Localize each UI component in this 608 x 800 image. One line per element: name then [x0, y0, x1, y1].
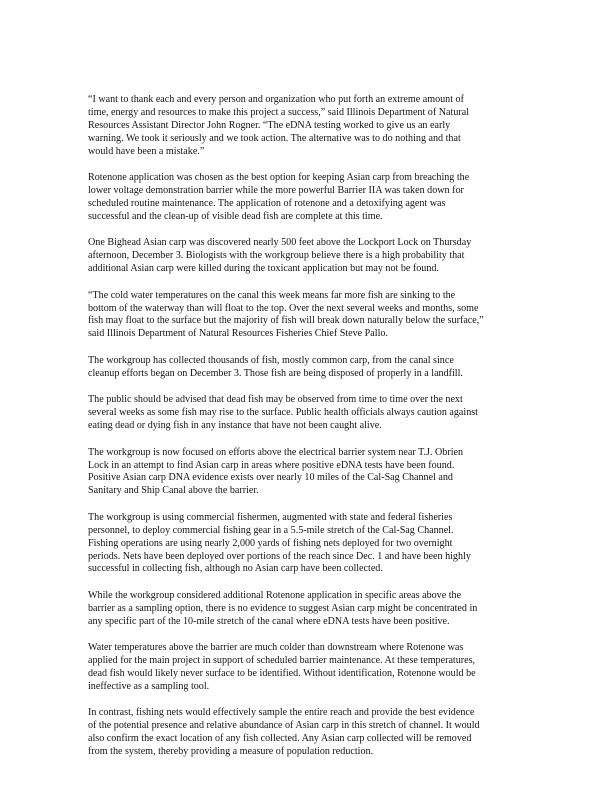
text-line: scheduled routine maintenance. The application of rotenone and a detoxifying agent was [88, 197, 446, 209]
text-line: time, energy and resources to make this project a success,” said Illinois Department of Natural [88, 106, 470, 118]
text-line: While the workgroup considered additional Rotenone application in specific areas above the [88, 589, 462, 601]
text-line: In contrast, fishing nets would effectively sample the entire reach and provide the best evidence [88, 707, 475, 719]
paragraph [88, 94, 524, 159]
paragraph [88, 447, 524, 499]
text-line: The workgroup has collected thousands of fish, mostly common carp, from the canal since [88, 354, 454, 366]
paragraph [88, 512, 524, 577]
text-line: lower voltage demonstration barrier while the more powerful Barrier IIA was taken down for [88, 185, 464, 197]
text-line: Fishing operations are using nearly 2,000 yards of fishing nets deployed for two overnight [88, 537, 453, 549]
text-line: any specific part of the 10-mile stretch of the canal where eDNA tests have been positive. [88, 615, 450, 627]
text-line: additional Asian carp were killed during the toxicant application but may not be found. [88, 263, 439, 275]
text-line: One Bighead Asian carp was discovered nearly 500 feet above the Lockport Lock on Thursday [88, 237, 472, 249]
text-line: afternoon, December 3. Biologists with the workgroup believe there is a high probability that [88, 250, 465, 262]
text-line: also confirm the exact location of any fish collected. Any Asian carp collected will be removed [88, 733, 472, 745]
paragraph [88, 590, 524, 629]
text-line: The workgroup is using commercial fishermen, augmented with state and federal fisheries [88, 511, 453, 523]
paragraph [88, 237, 524, 276]
text-line: Positive Asian carp DNA evidence exists over nearly 10 miles of the Cal-Sag Channel and [88, 472, 453, 484]
text-line: cleanup efforts began on December 3. Those fish are being disposed of properly in a landfill. [88, 367, 463, 379]
text-line: several weeks as some fish may rise to the surface. Public health officials always caution against [88, 407, 478, 419]
text-line: would have been a mistake.” [88, 145, 205, 157]
text-line: personnel, to deploy commercial fishing gear in a 5.5-mile stretch of the Cal-Sag Channel. [88, 524, 454, 536]
paragraph [88, 172, 524, 224]
text-line: successful in collecting fish, although no Asian carp have been collected. [88, 563, 383, 575]
paragraph [88, 707, 524, 759]
text-line: ineffective as a sampling tool. [88, 680, 210, 692]
text-line: fish may float to the surface but the majority of fish will break down naturally below the surface,” [88, 315, 484, 327]
text-line: successful and the clean-up of visible dead fish are complete at this time. [88, 210, 383, 222]
paragraph [88, 355, 524, 381]
text-line: barrier as a sampling option, there is no evidence to suggest Asian carp might be concentrated in [88, 602, 478, 614]
text-line: eating dead or dying fish in any instance that have not been caught alive. [88, 420, 382, 432]
text-line: applied for the main project in support of scheduled barrier maintenance. At these temperatures, [88, 655, 476, 667]
text-line: dead fish would likely never surface to be identified. Without identification, Rotenone would be [88, 668, 476, 680]
text-line: bottom of the waterway than will float to the top. Over the next several weeks and months, some [88, 302, 479, 314]
paragraph [88, 290, 524, 342]
paragraph [88, 394, 524, 433]
text-line: periods. Nets have been deployed over portions of the reach since Dec. 1 and have been highly [88, 550, 471, 562]
text-line: warning. We took it seriously and we took action. The alternative was to do nothing and that [88, 132, 461, 144]
text-line: The public should be advised that dead fish may be observed from time to time over the next [88, 394, 463, 406]
text-line: Resources Assistant Director John Rogner. “The eDNA testing worked to give us an early [88, 119, 451, 131]
text-line: Lock in an attempt to find Asian carp in areas where positive eDNA tests have been found. [88, 459, 455, 471]
paragraph [88, 642, 524, 694]
text-line: Sanitary and Ship Canal above the barrier. [88, 485, 259, 497]
text-line: Rotenone application was chosen as the best option for keeping Asian carp from breaching the [88, 172, 470, 184]
document-body [88, 94, 524, 773]
text-line: said Illinois Department of Natural Resources Fisheries Chief Steve Pallo. [88, 328, 388, 340]
text-line: “I want to thank each and every person and organization who put forth an extreme amount of [88, 94, 464, 105]
text-line: from the system, thereby providing a measure of population reduction. [88, 746, 374, 758]
text-line: Water temperatures above the barrier are much colder than downstream where Rotenone was [88, 642, 464, 654]
text-line: “The cold water temperatures on the canal this week means far more fish are sinking to the [88, 289, 456, 301]
text-line: The workgroup is now focused on efforts above the electrical barrier system near T.J. Obrien [88, 446, 464, 458]
text-line: of the potential presence and relative abundance of Asian carp in this stretch of channel. It would [88, 720, 480, 732]
